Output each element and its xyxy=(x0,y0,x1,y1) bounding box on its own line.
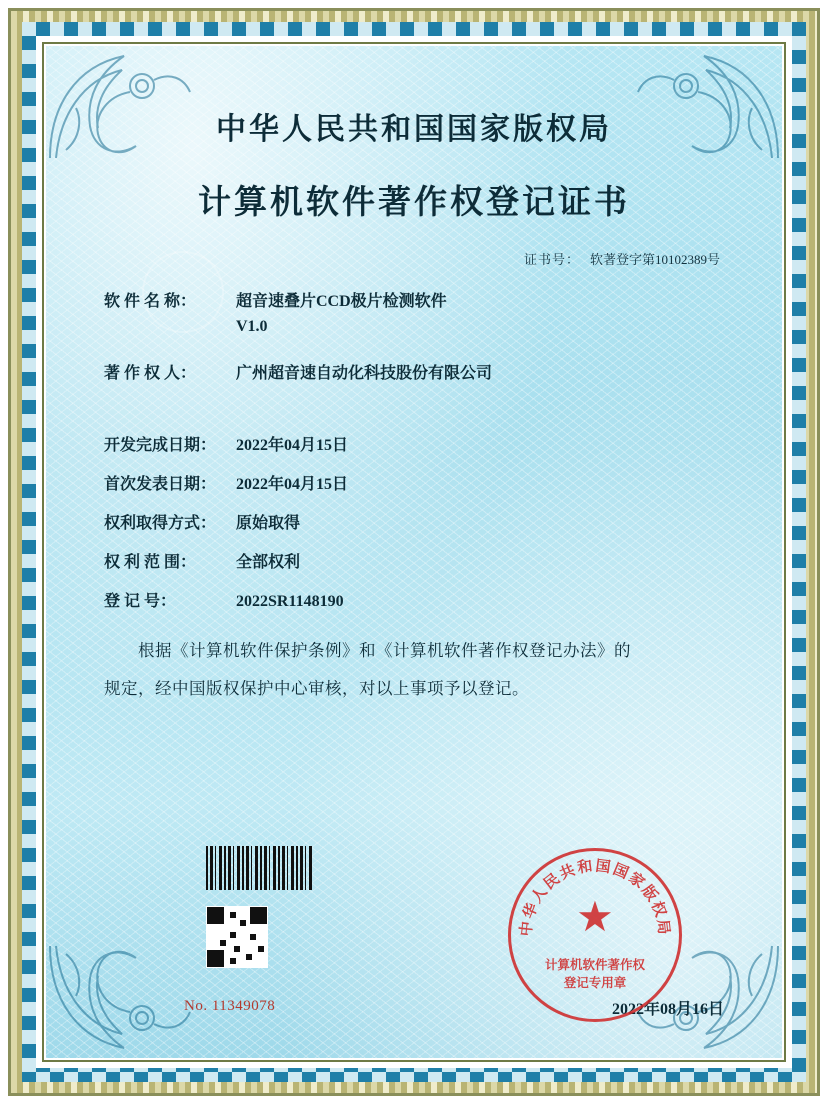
field-copyright-owner xyxy=(104,362,724,387)
field-first-publish-date xyxy=(104,473,724,498)
star-icon: ★ xyxy=(576,895,614,941)
seal-arc-text xyxy=(511,851,679,1019)
seal-line-1: 计算机软件著作权 xyxy=(544,957,645,972)
seal-line-2: 登记专用章 xyxy=(563,976,627,991)
certificate-number-row xyxy=(104,249,724,268)
certificate-number-value: 软著登字第10102389号 xyxy=(589,252,720,267)
field-rights-scope xyxy=(104,551,724,576)
field-value-line2: V1.0 xyxy=(236,317,268,335)
field-value: 广州超音速自动化科技股份有限公司 xyxy=(236,364,493,382)
serial-number-row xyxy=(184,998,275,1015)
field-label: 权利取得方式： xyxy=(104,514,217,532)
field-value xyxy=(236,290,724,340)
qr-code xyxy=(206,906,268,968)
field-value: 原始取得 xyxy=(236,514,301,532)
field-rights-acquisition xyxy=(104,512,724,537)
field-label: 软 件 名 称： xyxy=(104,293,197,310)
barcode xyxy=(206,846,314,890)
serial-number: 11349078 xyxy=(211,998,276,1014)
guilloche-background xyxy=(46,46,782,1058)
field-software-name xyxy=(104,290,724,340)
field-value: 全部权利 xyxy=(236,553,301,571)
seal-bottom-text xyxy=(511,956,679,994)
field-list-primary xyxy=(104,290,724,614)
certificate-number-label: 证书号： xyxy=(523,252,580,267)
code-group xyxy=(206,846,314,968)
field-registration-number xyxy=(104,590,724,615)
statement-paragraph xyxy=(104,632,724,706)
seal-arc-label: 中华人民共和国国家版权局 xyxy=(518,858,672,938)
field-label: 开发完成日期： xyxy=(104,437,217,455)
statement-line-2: 规定，经中国版权保护中心审核，对以上事项予以登记。 xyxy=(104,678,529,698)
field-development-date xyxy=(104,434,724,459)
field-label: 著 作 权 人： xyxy=(104,364,197,382)
official-seal xyxy=(508,848,682,1022)
field-label: 登 记 号： xyxy=(104,592,177,610)
field-label: 首次发表日期： xyxy=(104,476,217,494)
serial-prefix: No. xyxy=(184,998,208,1014)
certificate-title: 计算机软件著作权登记证书 xyxy=(198,185,630,221)
svg-text:中华人民共和国国家版权局 xyxy=(518,857,673,941)
field-value: 2022年04月15日 xyxy=(236,476,349,494)
issue-date: 2022年08月16日 xyxy=(611,1001,724,1018)
issuer-title: 中华人民共和国国家版权局 xyxy=(216,113,612,146)
field-value-line1: 超音速叠片CCD极片检测软件 xyxy=(236,293,447,310)
field-value: 2022SR1148190 xyxy=(236,592,344,610)
field-spacer xyxy=(104,400,724,434)
field-label: 权 利 范 围： xyxy=(104,553,197,571)
field-value: 2022年04月15日 xyxy=(236,437,349,455)
statement-line-1: 根据《计算机软件保护条例》和《计算机软件著作权登记办法》的 xyxy=(138,641,631,661)
